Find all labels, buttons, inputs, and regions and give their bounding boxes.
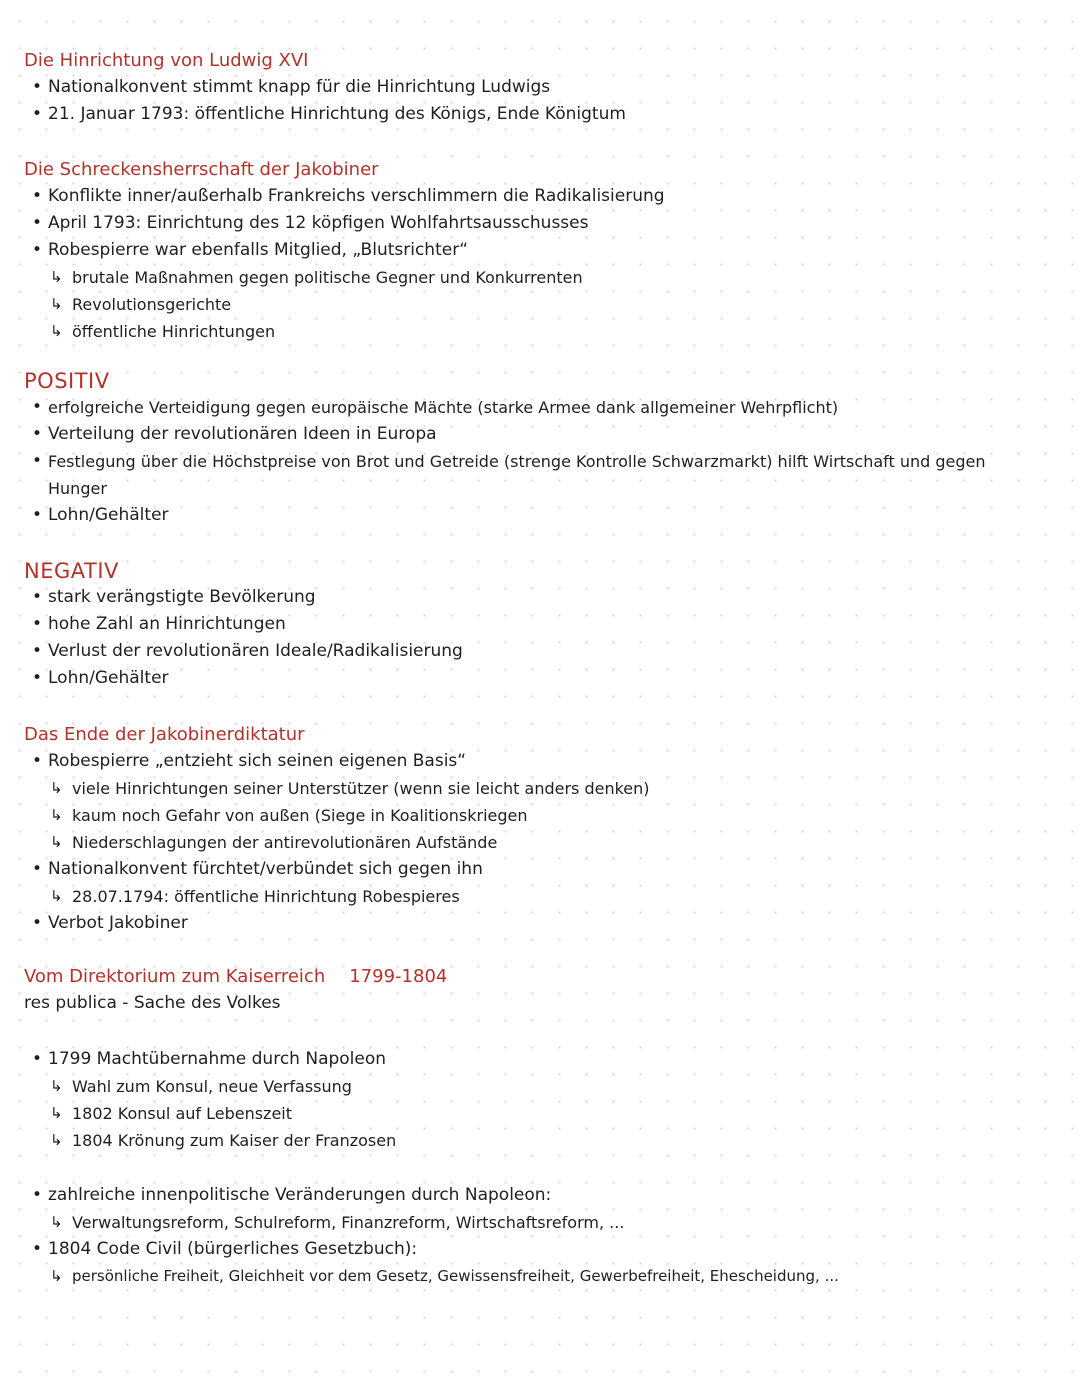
section-heading: Die Schreckensherrschaft der Jakobiner [24, 159, 379, 180]
arrow-icon: ↳ [50, 887, 63, 905]
arrow-icon: ↳ [50, 1213, 63, 1231]
list-item: • hohe Zahl an Hinrichtungen [24, 611, 1056, 638]
list-item: • Lohn/Gehälter [24, 502, 1056, 529]
sub-item: ↳ Verwaltungsreform, Schulreform, Finanzreform, Wirtschaftsreform, ... [24, 1209, 1056, 1236]
arrow-icon: ↳ [50, 268, 63, 286]
list-item: • Verlust der revolutionären Ideale/Radikalisierung [24, 638, 1056, 665]
sub-item: ↳ Revolutionsgerichte [24, 291, 1056, 318]
section-heading: Die Hinrichtung von Ludwig XVI [24, 50, 309, 71]
sub-item: ↳ 1802 Konsul auf Lebenszeit [24, 1100, 1056, 1127]
list-item: • April 1793: Einrichtung des 12 köpfigen Wohlfahrtsausschusses [24, 210, 1056, 237]
spacer [24, 1154, 1056, 1182]
list-item: • 1804 Code Civil (bürgerliches Gesetzbuch): [24, 1236, 1056, 1263]
list-item: • Verteilung der revolutionären Ideen in Europa [24, 421, 1056, 448]
spacer [24, 1016, 1056, 1046]
section-end-jacobin-dictatorship [24, 722, 1056, 937]
heading-years: 1799-1804 [349, 966, 448, 987]
list-item: • Festlegung über die Höchstpreise von Brot und Getreide (strenge Kontrolle Schwarzmarkt) hilft Wirtschaft und gegen Hunger [24, 448, 1028, 502]
arrow-icon: ↳ [50, 1077, 63, 1095]
list-item: • erfolgreiche Verteidigung gegen europäische Mächte (starke Armee dank allgemeiner Wehrpflicht) [24, 394, 1056, 421]
section-directory-to-empire [24, 964, 1056, 1290]
section-negative [24, 558, 1056, 692]
list-item: • zahlreiche innenpolitische Veränderungen durch Napoleon: [24, 1182, 1056, 1209]
section-heading: Das Ende der Jakobinerdiktatur [24, 724, 305, 745]
arrow-icon: ↳ [50, 1104, 63, 1122]
heading-title: Vom Direktorium zum Kaiserreich [24, 966, 326, 987]
sub-item: ↳ öffentliche Hinrichtungen [24, 318, 1056, 345]
arrow-icon: ↳ [50, 1131, 63, 1149]
list-item: • Nationalkonvent fürchtet/verbündet sich gegen ihn [24, 856, 1056, 883]
list-item: • Nationalkonvent stimmt knapp für die Hinrichtung Ludwigs [24, 74, 1056, 101]
list-item: • Verbot Jakobiner [24, 910, 1056, 937]
list-item: • 21. Januar 1793: öffentliche Hinrichtung des Königs, Ende Königtum [24, 101, 1056, 128]
arrow-icon: ↳ [50, 779, 63, 797]
sub-item: ↳ persönliche Freiheit, Gleichheit vor dem Gesetz, Gewissensfreiheit, Gewerbefreiheit, Ehescheidung, ... [24, 1263, 1056, 1290]
note-text: res publica - Sache des Volkes [24, 993, 281, 1013]
section-heading: POSITIV [24, 369, 110, 393]
sub-item: ↳ Niederschlagungen der antirevolutionären Aufstände [24, 829, 1056, 856]
list-item: • Konflikte inner/außerhalb Frankreichs verschlimmern die Radikalisierung [24, 183, 1056, 210]
arrow-icon: ↳ [50, 833, 63, 851]
section-jacobin-terror [24, 157, 1056, 345]
section-positive [24, 368, 1056, 529]
list-item: • Lohn/Gehälter [24, 665, 1056, 692]
arrow-icon: ↳ [50, 1267, 63, 1285]
list-item: • stark verängstigte Bevölkerung [24, 584, 1056, 611]
sub-item: ↳ 28.07.1794: öffentliche Hinrichtung Robespieres [24, 883, 1056, 910]
sub-item: ↳ brutale Maßnahmen gegen politische Gegner und Konkurrenten [24, 264, 1056, 291]
arrow-icon: ↳ [50, 295, 63, 313]
list-item: • Robespierre war ebenfalls Mitglied, „Blutsrichter“ [24, 237, 1056, 264]
section-ludwig-execution [24, 48, 1056, 128]
sub-item: ↳ Wahl zum Konsul, neue Verfassung [24, 1073, 1056, 1100]
sub-item: ↳ viele Hinrichtungen seiner Unterstützer (wenn sie leicht anders denken) [24, 775, 1056, 802]
arrow-icon: ↳ [50, 806, 63, 824]
sub-item: ↳ 1804 Krönung zum Kaiser der Franzosen [24, 1127, 1056, 1154]
list-item: • 1799 Machtübernahme durch Napoleon [24, 1046, 1056, 1073]
section-heading [24, 964, 1056, 990]
sub-item: ↳ kaum noch Gefahr von außen (Siege in Koalitionskriegen [24, 802, 1056, 829]
arrow-icon: ↳ [50, 322, 63, 340]
section-heading: NEGATIV [24, 559, 119, 583]
list-item: • Robespierre „entzieht sich seinen eigenen Basis“ [24, 748, 1056, 775]
